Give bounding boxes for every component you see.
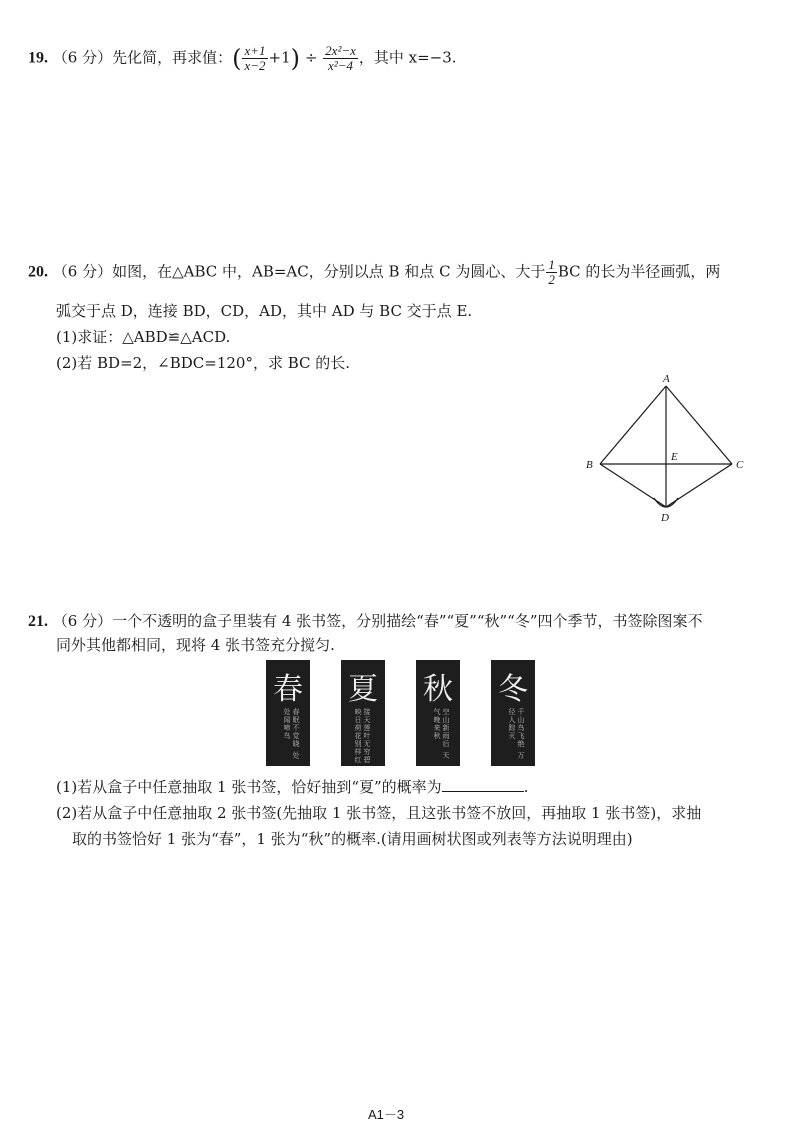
bookmark-char: 夏 bbox=[348, 672, 378, 707]
question-text: （6 分）如图，在△ABC 中，AB=AC，分别以点 B 和点 C 为圆心、大于 bbox=[52, 262, 546, 281]
left-paren: ( bbox=[232, 44, 242, 73]
denominator: x²−4 bbox=[328, 58, 353, 73]
question-21-part2-line1: (2)若从盒子中任意抽取 2 张书签(先抽取 1 张书签，且这张书签不放回，再抽取 1 张书签)，求抽 bbox=[56, 804, 702, 822]
question-21-part2-line2: 取的书签恰好 1 张为“春”，1 张为“秋”的概率.(请用画树状图或列表等方法说明理由) bbox=[72, 830, 633, 848]
half-fraction bbox=[546, 258, 557, 287]
question-number: 19. bbox=[28, 49, 48, 67]
question-text: （6 分）先化简，再求值： bbox=[52, 48, 233, 67]
bookmark-verse: 接天莲叶无穷碧 映日荷花别样红 bbox=[354, 708, 371, 764]
question-text: （6 分）一个不透明的盒子里装有 4 张书签，分别描绘“春”“夏”“秋”“冬”四个季节，书签除图案不 bbox=[52, 612, 703, 630]
question-text: BC 的长为半径画弧，两 bbox=[557, 262, 721, 281]
triangle-figure bbox=[580, 370, 750, 530]
right-paren: ) bbox=[290, 44, 301, 73]
bookmark-autumn bbox=[416, 660, 460, 766]
label-b: B bbox=[586, 459, 593, 471]
question-20-part2: (2)若 BD=2，∠BDC=120°，求 BC 的长. bbox=[56, 354, 351, 372]
bookmark-char: 春 bbox=[273, 672, 303, 707]
question-21-line2: 同外其他都相同，现将 4 张书签充分搅匀. bbox=[56, 636, 335, 654]
question-number: 20. bbox=[28, 263, 48, 281]
question-text: ，其中 x=−3. bbox=[358, 48, 457, 67]
numerator: x+1 bbox=[244, 43, 266, 58]
label-a: A bbox=[663, 373, 670, 385]
bookmark-spring bbox=[266, 660, 310, 766]
question-21-part1 bbox=[56, 776, 528, 797]
question-21-line1 bbox=[28, 610, 703, 631]
period: . bbox=[523, 778, 529, 796]
page-number: A1－3 bbox=[368, 1107, 405, 1122]
question-20-part1: (1)求证：△ABD≌△ACD. bbox=[56, 328, 231, 346]
label-e: E bbox=[671, 451, 678, 463]
divide-sign: ÷ bbox=[304, 48, 318, 67]
numerator: 2x²−x bbox=[325, 43, 356, 58]
plus-one: +1 bbox=[268, 48, 291, 67]
bookmark-summer bbox=[341, 660, 385, 766]
question-text: (1)若从盒子中任意抽取 1 张书签，恰好抽到“夏”的概率为 bbox=[56, 778, 442, 796]
bookmark-verse: 春眠不觉晓 处处闻啼鸟 bbox=[283, 708, 300, 760]
question-number: 21. bbox=[28, 613, 48, 630]
numerator: 1 bbox=[548, 257, 555, 272]
denominator: 2 bbox=[548, 272, 555, 287]
bookmark-winter bbox=[491, 660, 535, 766]
question-19 bbox=[28, 44, 457, 73]
label-c: C bbox=[736, 459, 744, 471]
fraction bbox=[323, 44, 358, 73]
answer-blank[interactable] bbox=[442, 779, 524, 792]
question-20-line2: 弧交于点 D，连接 BD，CD，AD，其中 AD 与 BC 交于点 E. bbox=[56, 302, 473, 320]
denominator: x−2 bbox=[244, 58, 266, 73]
bookmark-char: 秋 bbox=[423, 672, 453, 707]
bookmark-verse: 千山鸟飞绝 万径人踪灭 bbox=[508, 708, 525, 760]
segment-ab bbox=[600, 386, 666, 464]
label-d: D bbox=[661, 512, 669, 524]
question-20-line1 bbox=[28, 258, 720, 287]
bookmark-verse: 空山新雨后 天气晚来秋 bbox=[433, 708, 450, 760]
bookmark-char: 冬 bbox=[498, 672, 528, 707]
fraction bbox=[242, 44, 267, 73]
